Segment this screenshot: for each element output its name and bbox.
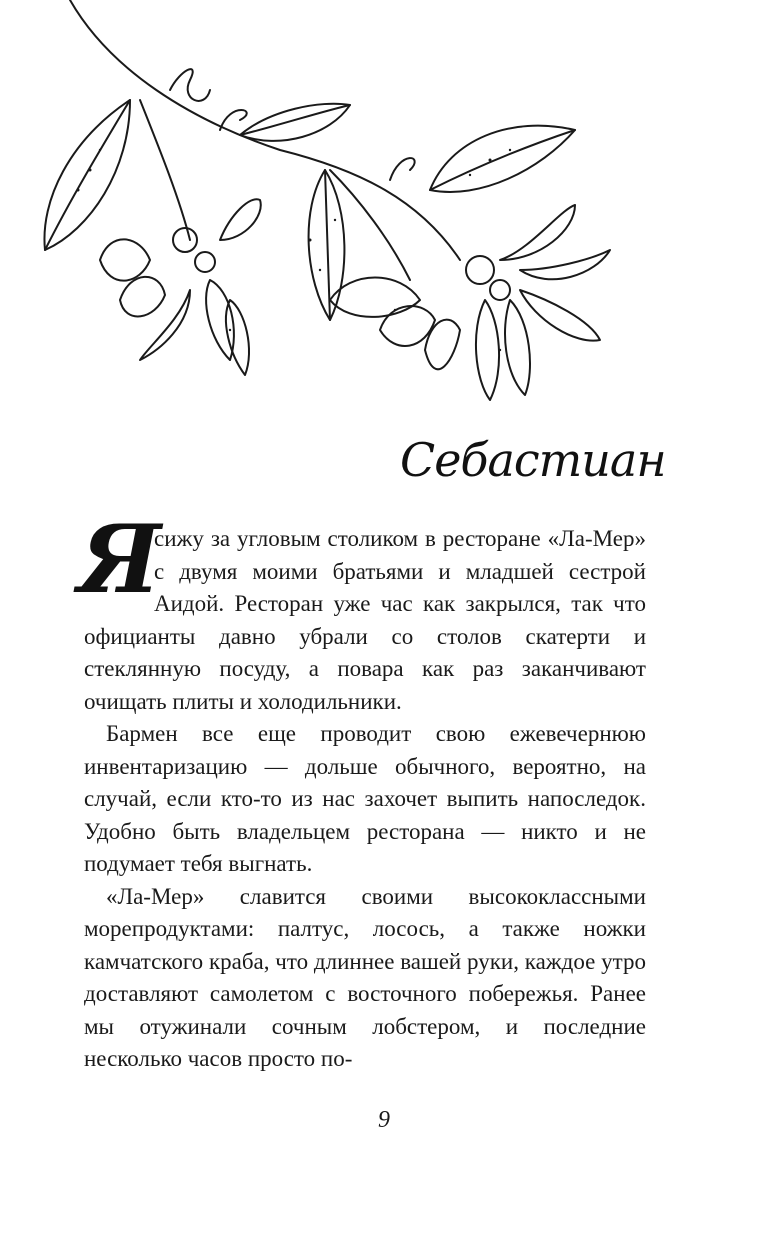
bud [500, 205, 575, 260]
bud [220, 199, 261, 240]
paragraph: Бармен все еще проводит свою ежевечернюю инвентаризацию — дольше обычного, вероятно, на случай, если кто-то из нас захочет выпить напоследок. Удобно быть владельцем ресторана — никто и не подумает тебя выгнать. [84, 721, 646, 876]
petal [505, 300, 530, 395]
leaf-vein [45, 100, 130, 250]
petal [226, 300, 249, 375]
botanical-branch-illustration [30, 0, 630, 420]
body-text [78, 505, 646, 1076]
paragraph [78, 505, 646, 718]
chapter-title: Себастиан [400, 433, 666, 487]
page-number: 9 [378, 1107, 390, 1133]
tendril [170, 69, 210, 101]
tendril [390, 158, 415, 180]
petal [330, 278, 420, 317]
petal [120, 277, 165, 317]
stipple-dots [77, 149, 512, 351]
berry [195, 252, 215, 272]
paragraph-text: сижу за угловым столиком в ресторане «Ла-Мер» с двумя моими братьями и младшей сестрой Аидой. Ресторан уже час как закрылся, так что официанты давно убрали со столов скатерти и стеклянную посуду, а повара как раз заканчивают очищать плиты и холодильники. [84, 526, 646, 714]
leaf-vein [325, 170, 330, 320]
petal [425, 320, 460, 370]
petal [206, 280, 234, 360]
berry [490, 280, 510, 300]
petal [100, 239, 150, 280]
leaf [430, 126, 575, 192]
petal [520, 290, 600, 341]
paragraph: «Ла-Мер» славится своими высококлассными морепродуктами: палтус, лосось, а также ножки камчатского краба, что длиннее вашей руки, каждое утро доставляют самолетом с восточного побережья. Ранее мы отужинали сочным лобстером, и последние несколько часов просто по- [84, 883, 646, 1071]
petal [520, 250, 610, 279]
petal [140, 290, 190, 360]
berry [173, 228, 197, 252]
petal [476, 300, 499, 400]
berry [466, 256, 494, 284]
drop-cap: Я [78, 505, 161, 615]
vine-stem-branch [140, 100, 190, 240]
